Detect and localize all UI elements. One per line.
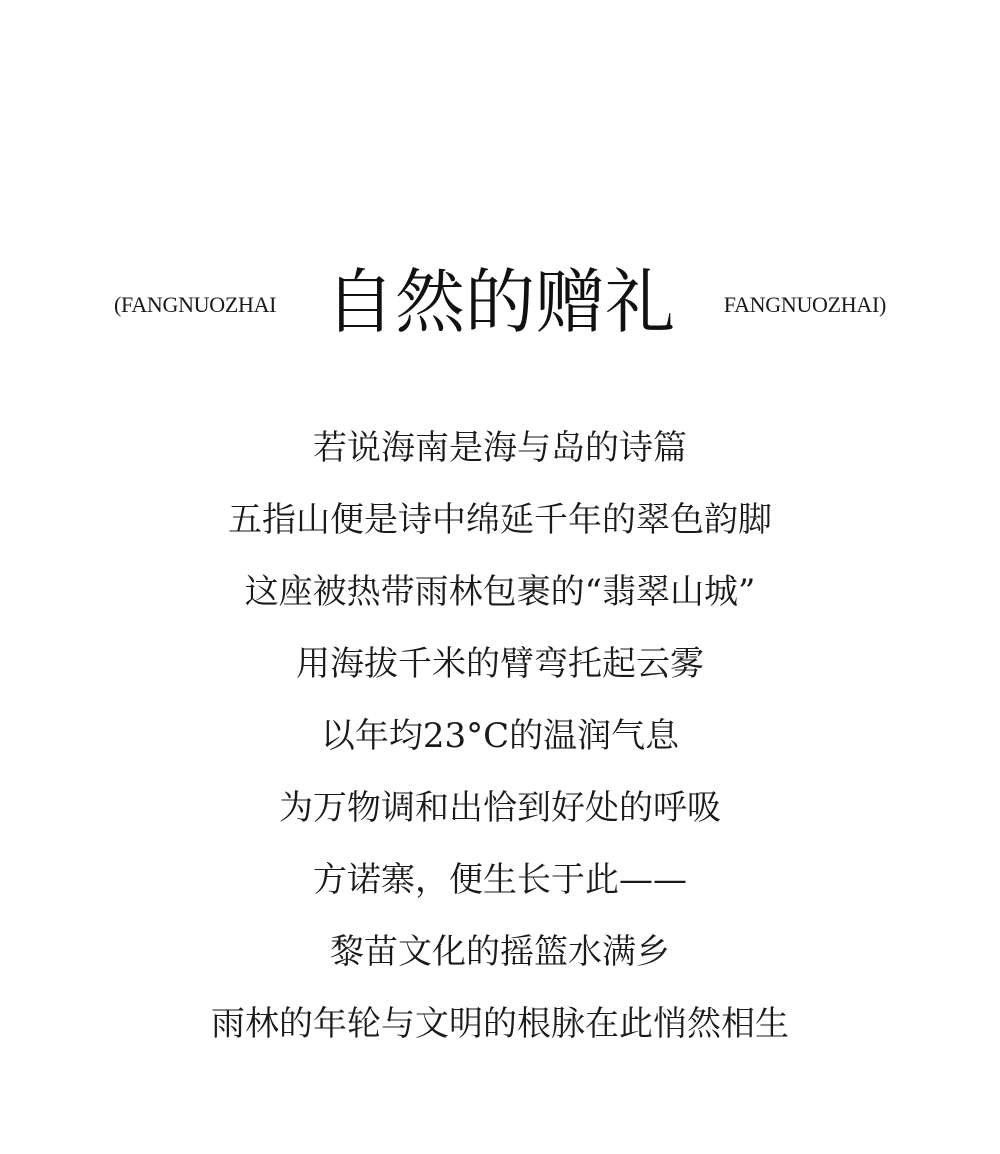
poem-line: 五指山便是诗中绵延千年的翠色韵脚 xyxy=(228,500,772,540)
poem-line: 为万物调和出恰到好处的呼吸 xyxy=(279,788,721,828)
left-side-label: (FANGNUOZHAI xyxy=(114,292,277,317)
poem-line: 雨林的年轮与文明的根脉在此悄然相生 xyxy=(211,1004,789,1044)
poem-block xyxy=(0,422,1000,1070)
poem-line: 方诺寨，便生长于此—— xyxy=(313,860,687,900)
poem-line: 这座被热带雨林包裹的“翡翠山城” xyxy=(244,572,756,612)
poem-line: 以年均23°C的温润气息 xyxy=(320,716,680,756)
poem-line: 若说海南是海与岛的诗篇 xyxy=(313,428,687,468)
page-title: 自然的赠礼 xyxy=(325,261,675,343)
poem-line: 用海拔千米的臂弯托起云雾 xyxy=(296,644,704,684)
right-side-label: FANGNUOZHAI) xyxy=(723,292,886,317)
poem-line: 黎苗文化的摇篮水满乡 xyxy=(330,932,670,972)
title-row xyxy=(0,262,1000,342)
